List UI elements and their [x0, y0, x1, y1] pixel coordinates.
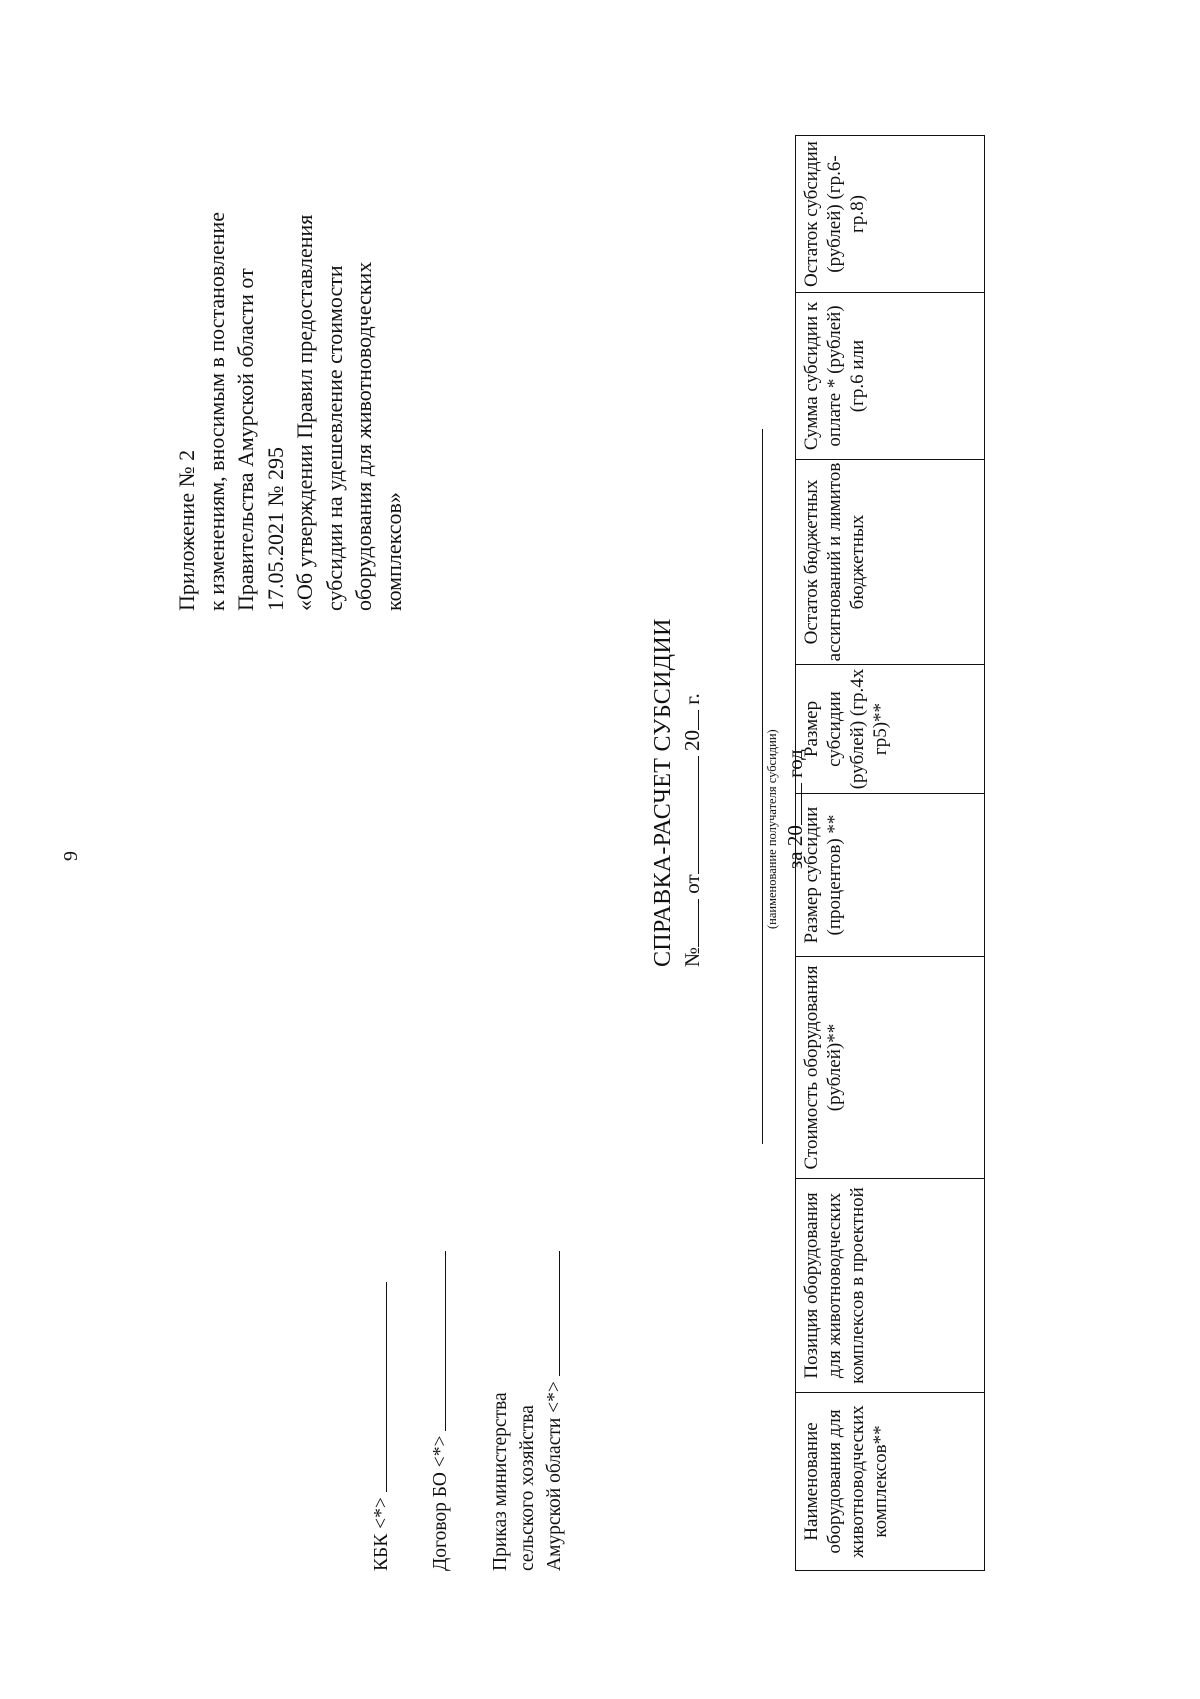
page-number: 9	[60, 851, 82, 861]
year-prefix: 20	[680, 730, 704, 752]
date-blank[interactable]	[698, 756, 699, 874]
recipient-caption: (наименование получателя субсидии)	[765, 729, 779, 929]
header-subsidy-percent: Размер субсидии (процентов) **	[796, 794, 985, 957]
order-field	[487, 1251, 568, 1571]
appendix-line: к изменениям, вносимым в постановление	[203, 211, 229, 611]
subsidy-table	[795, 135, 985, 1571]
kbk-field	[368, 1282, 395, 1571]
kbk-label: КБК <*>	[371, 1497, 392, 1571]
year-suffix: г.	[680, 693, 704, 705]
appendix-line: комплексов»	[380, 492, 406, 611]
number-blank[interactable]	[698, 899, 699, 947]
appendix-line: субсидии на удешевление стоимости	[321, 265, 347, 611]
number-sign: №	[680, 946, 704, 967]
header-equipment-cost: Стоимость оборудования (рублей)**	[796, 957, 985, 1179]
date-from-label: от	[680, 874, 704, 894]
appendix-line: оборудования для животноводческих	[351, 261, 376, 611]
contract-field	[427, 1251, 454, 1571]
year-blank[interactable]	[698, 710, 699, 730]
order-line: Амурской области <*>	[544, 1381, 565, 1571]
contract-label: Договор БО <*>	[430, 1435, 451, 1571]
header-equipment-position: Позиция оборудования для животноводческих комплексов в проектной	[796, 1179, 985, 1393]
number-date-line	[680, 693, 705, 967]
table-header-row	[796, 136, 985, 1571]
appendix-line: Приложение № 2	[174, 449, 199, 611]
recipient-blank-line[interactable]	[762, 429, 763, 1144]
report-year-suffix: год	[783, 749, 807, 778]
appendix-line: «Об утверждении Правил предоставления	[292, 214, 317, 611]
report-year-prefix: за 20	[783, 825, 807, 869]
order-blank-line[interactable]	[559, 1251, 560, 1376]
header-subsidy-balance: Остаток субсидии (рублей) (гр.6- гр.8)	[796, 136, 985, 293]
appendix-line: 17.05.2021 № 295	[262, 447, 288, 611]
header-equipment-name: Наименование оборудования для животноводческих комплексов**	[796, 1393, 985, 1571]
kbk-blank-line[interactable]	[386, 1282, 387, 1492]
header-payment-sum: Сумма субсидии к оплате * (рублей) (гр.6 или	[796, 293, 985, 460]
appendix-line: Правительства Амурской области от	[233, 268, 258, 611]
order-line: сельского хозяйства	[517, 1405, 538, 1571]
appendix-block	[172, 131, 408, 611]
contract-blank-line[interactable]	[445, 1251, 446, 1431]
header-budget-balance: Остаток бюджетных ассигнований и лимитов бюджетных	[796, 460, 985, 665]
header-subsidy-rubles: Размер субсидии (рублей) (гр.4х гр5)**	[796, 665, 985, 794]
document-title: СПРАВКА-РАСЧЕТ СУБСИДИИ	[650, 618, 676, 967]
order-line: Приказ министерства	[490, 1392, 511, 1571]
